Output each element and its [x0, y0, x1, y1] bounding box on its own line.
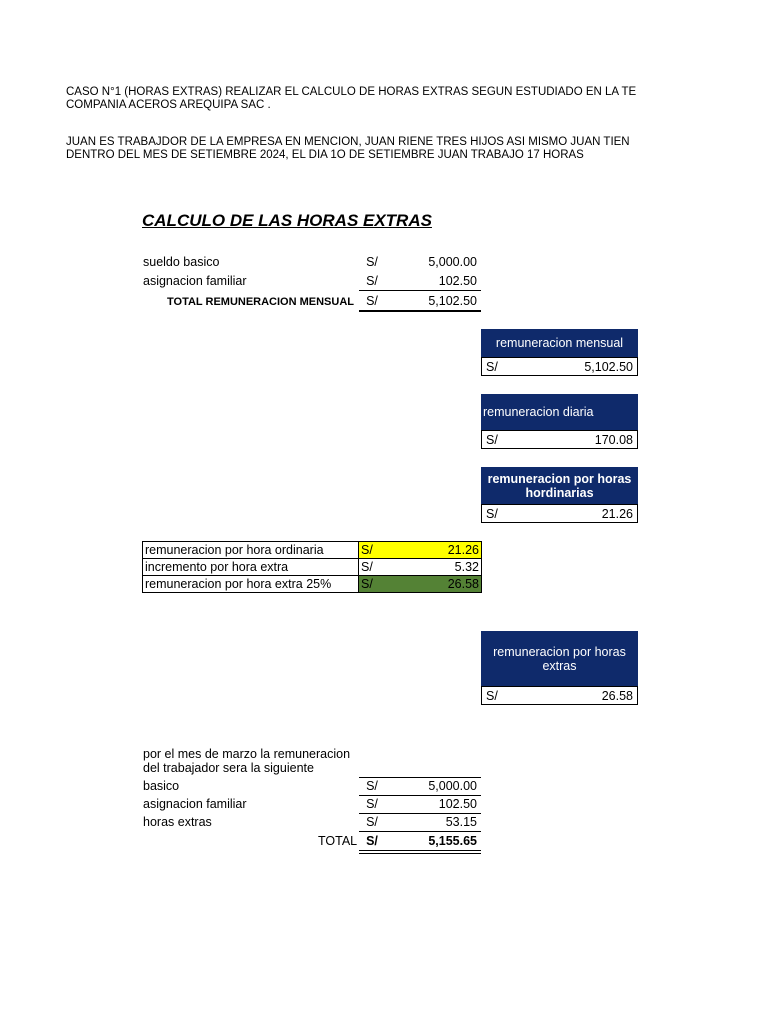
card-remuneracion-horas-hordinarias	[481, 467, 638, 523]
row-divider	[359, 831, 481, 832]
intro-line-2: COMPAÑÍA ACEROS AREQUIPA SAC .	[66, 99, 271, 111]
march-total-label: TOTAL	[318, 834, 358, 848]
card-value: 21.26	[601, 506, 633, 521]
march-value-asignacion: 102.50	[438, 797, 477, 811]
table-row	[143, 576, 482, 593]
march-value-horas-extras: 53.15	[445, 815, 477, 829]
currency-symbol: S/	[366, 779, 378, 793]
currency-symbol: S/	[366, 797, 378, 811]
card-value: 170.08	[594, 432, 633, 447]
currency-symbol: S/	[366, 294, 378, 308]
card-remuneracion-horas-extras	[481, 631, 638, 705]
march-label-asignacion: asignacion familiar	[143, 797, 247, 811]
table-row	[143, 559, 482, 576]
row-divider	[359, 813, 481, 814]
currency-symbol: S/	[366, 834, 378, 848]
currency-symbol: S/	[486, 359, 498, 374]
table-row	[143, 542, 482, 559]
card-header: remuneracion por horas hordinarias	[481, 467, 638, 504]
summary-total-value: 5,102.50	[428, 294, 477, 308]
hour-rate-table	[142, 541, 482, 593]
summary-divider	[359, 290, 481, 291]
card-value: 26.58	[601, 688, 633, 703]
march-value-basico: 5,000.00	[428, 779, 477, 793]
row-label: remuneracion por hora extra 25%	[143, 576, 359, 593]
march-intro-line-2: del trabajador sera la siguiente	[143, 761, 314, 775]
currency-symbol: S/	[486, 506, 498, 521]
currency-symbol: S/	[486, 432, 498, 447]
currency-symbol: S/	[359, 542, 383, 559]
summary-total-label: TOTAL REMUNERACION MENSUAL	[167, 296, 354, 308]
page-title: CALCULO DE LAS HORAS EXTRAS	[142, 211, 432, 230]
march-total-value: 5,155.65	[428, 834, 477, 848]
row-value: 21.26	[383, 542, 482, 559]
card-remuneracion-diaria	[481, 394, 638, 449]
currency-symbol: S/	[359, 576, 383, 593]
intro-line-3: JUAN ES TRABAJDOR DE LA EMPRESA EN MENCION, JUAN RIENE TRES HIJOS ASI MISMO JUAN TIEN	[66, 136, 630, 148]
currency-symbol: S/	[366, 815, 378, 829]
card-value-row	[481, 504, 638, 523]
card-header: remuneracion diaria	[481, 394, 638, 430]
card-header: remuneracion mensual	[481, 329, 638, 357]
card-value-row	[481, 430, 638, 449]
card-value-row	[481, 357, 638, 376]
row-value: 5.32	[383, 559, 482, 576]
card-value: 5,102.50	[584, 359, 633, 374]
row-label: remuneracion por hora ordinaria	[143, 542, 359, 559]
row-value: 26.58	[383, 576, 482, 593]
card-header: remuneracion por horas extras	[481, 631, 638, 686]
march-intro-line-1: por el mes de marzo la remuneracion	[143, 747, 351, 761]
summary-value-asignacion: 102.50	[438, 274, 477, 288]
card-value-row	[481, 686, 638, 705]
intro-line-1: CASO N°1 (HORAS EXTRAS) REALIZAR EL CALCULO DE HORAS EXTRAS SEGÚN ESTUDIADO EN LA TE	[66, 86, 637, 98]
summary-total-underline	[359, 310, 481, 312]
currency-symbol: S/	[486, 688, 498, 703]
summary-label-sueldo: sueldo basico	[143, 255, 220, 269]
card-remuneracion-mensual	[481, 329, 638, 376]
currency-symbol: S/	[366, 255, 378, 269]
row-divider	[359, 795, 481, 796]
currency-symbol: S/	[359, 559, 383, 576]
summary-label-asignacion: asignacion familiar	[143, 274, 247, 288]
row-label: incremento por hora extra	[143, 559, 359, 576]
currency-symbol: S/	[366, 274, 378, 288]
march-total-underline	[359, 850, 481, 854]
march-top-divider	[359, 777, 481, 778]
march-label-horas-extras: horas extras	[143, 815, 212, 829]
intro-line-4: DENTRO DEL MES DE SETIEMBRE 2024, EL DIA 1O DE SETIEMBRE JUAN TRABAJO 17 HORAS	[66, 149, 584, 161]
summary-value-sueldo: 5,000.00	[428, 255, 477, 269]
march-label-basico: basico	[143, 779, 180, 793]
